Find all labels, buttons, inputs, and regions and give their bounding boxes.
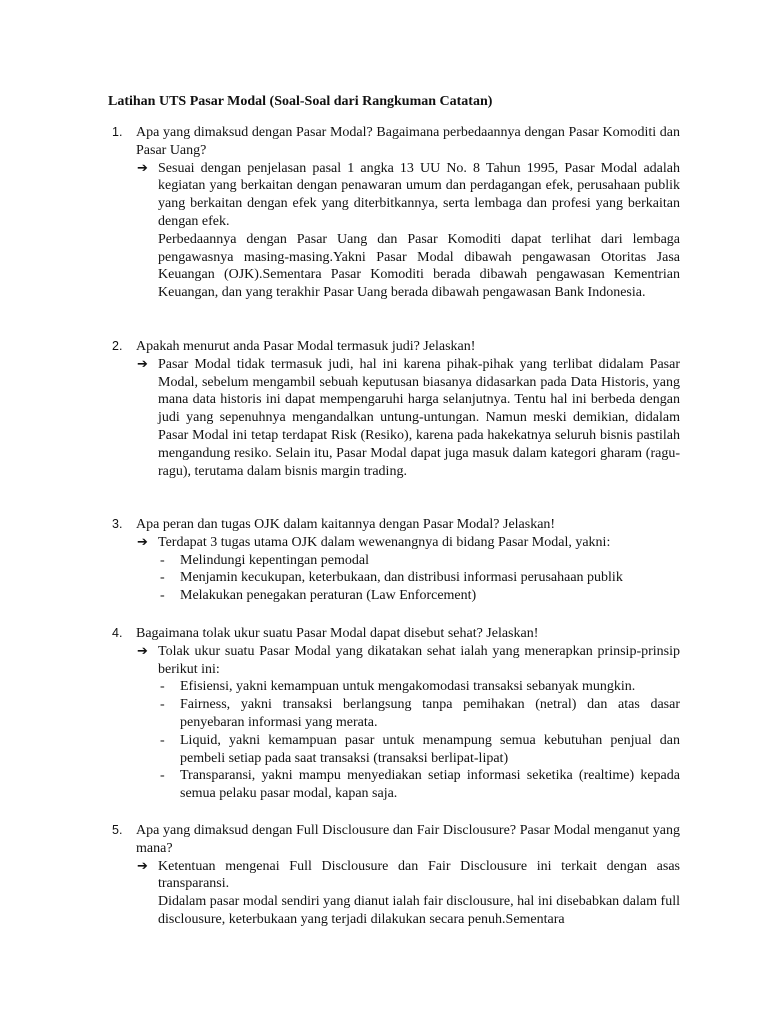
bullet-list xyxy=(158,678,680,803)
dash-marker: - xyxy=(160,679,165,695)
question-5-text-block xyxy=(108,822,680,858)
right-arrow-icon: ➔ xyxy=(137,356,148,372)
right-arrow-icon: ➔ xyxy=(137,534,148,550)
answer-3 xyxy=(108,534,680,605)
bullet-text: Melakukan penegakan peraturan (Law Enforcement) xyxy=(180,588,477,604)
dash-marker: - xyxy=(160,732,165,748)
dash-marker: - xyxy=(160,570,165,586)
bullet-list xyxy=(158,552,680,605)
bullet-item xyxy=(158,678,680,696)
question-text: Apa peran dan tugas OJK dalam kaitannya dengan Pasar Modal? Jelaskan! xyxy=(136,517,556,532)
question-number: 1. xyxy=(112,125,123,139)
question-text: Apakah menurut anda Pasar Modal termasuk judi? Jelaskan! xyxy=(136,339,476,354)
dash-marker: - xyxy=(160,588,165,604)
answer-paragraph: Didalam pasar modal sendiri yang dianut ialah fair disclousure, hal ini disebabkan dalam full disclousure, keterbukaan yang terjadi dilakukan secara penuh.Sementara xyxy=(158,894,680,927)
question-1-text-block xyxy=(108,124,680,160)
answer-4 xyxy=(108,643,680,803)
answer-2 xyxy=(108,356,680,481)
document-title: Latihan UTS Pasar Modal (Soal-Soal dari Rangkuman Catatan) xyxy=(108,94,493,109)
bullet-item xyxy=(158,696,680,732)
answer-paragraph: Ketentuan mengenai Full Disclousure dan Fair Disclousure ini terkait dengan asas transparansi. xyxy=(158,858,680,892)
bullet-text: Liquid, yakni kemampuan pasar untuk menampung semua kebutuhan penjual dan pembeli setiap pada saat transaksi (transaksi berlipat-lipat) xyxy=(180,732,680,766)
question-number: 4. xyxy=(112,626,123,640)
right-arrow-icon: ➔ xyxy=(137,643,148,659)
question-text: Apa yang dimaksud dengan Pasar Modal? Bagaimana perbedaannya dengan Pasar Komoditi dan Pasar Uang? xyxy=(136,125,680,158)
dash-marker: - xyxy=(160,552,165,568)
bullet-item xyxy=(158,732,680,768)
bullet-text: Fairness, yakni transaksi berlangsung tanpa pemihakan (netral) dan atas dasar penyebaran informasi yang merata. xyxy=(180,697,680,730)
answer-paragraph: Perbedaannya dengan Pasar Uang dan Pasar Komoditi dapat terlihat dari lembaga pengawasnya masing-masing.Yakni Pasar Modal dibawah pengawasan Otoritas Jasa Keuangan (OJK).Sementara Pasar Komoditi berada dibawah pengawasan Kementrian Keuangan, dan yang terakhir Pasar Uang berada dibawah pengawasan Bank Indonesia. xyxy=(158,231,680,301)
bullet-text: Menjamin kecukupan, keterbukaan, dan distribusi informasi perusahaan publik xyxy=(180,570,623,586)
bullet-item xyxy=(158,552,680,570)
bullet-item xyxy=(158,767,680,803)
answer-paragraph: Terdapat 3 tugas utama OJK dalam wewenangnya di bidang Pasar Modal, yakni: xyxy=(158,534,611,550)
question-text: Bagaimana tolak ukur suatu Pasar Modal dapat disebut sehat? Jelaskan! xyxy=(136,626,539,641)
question-number: 2. xyxy=(112,339,123,353)
bullet-text: Melindungi kepentingan pemodal xyxy=(180,552,369,568)
bullet-item xyxy=(158,587,680,605)
question-2-text-block xyxy=(108,338,680,356)
answer-paragraph: Sesuai dengan penjelasan pasal 1 angka 13 UU No. 8 Tahun 1995, Pasar Modal adalah kegiatan yang berkaitan dengan penawaran umum dan perdagangan efek, perusahaan publik yang berkaitan dengan efek yang diterbitkannya, serta lembaga dan profesi yang berkaitan dengan efek. xyxy=(158,160,680,229)
question-2 xyxy=(108,338,680,480)
question-4 xyxy=(108,625,680,803)
answer-paragraph: Tolak ukur suatu Pasar Modal yang dikatakan sehat ialah yang menerapkan prinsip-prinsip berikut ini: xyxy=(158,643,680,677)
bullet-text: Transparansi, yakni mampu menyediakan setiap informasi seketika (realtime) kepada semua pelaku pasar modal, kapan saja. xyxy=(180,768,680,802)
bullet-item xyxy=(158,569,680,587)
question-5 xyxy=(108,822,680,929)
question-3-text-block xyxy=(108,516,680,534)
question-4-text-block xyxy=(108,625,680,643)
question-3 xyxy=(108,516,680,605)
right-arrow-icon: ➔ xyxy=(137,858,148,874)
bullet-text: Efisiensi, yakni kemampuan untuk mengakomodasi transaksi sebanyak mungkin. xyxy=(180,679,636,695)
dash-marker: - xyxy=(160,768,165,784)
right-arrow-icon: ➔ xyxy=(137,160,148,176)
answer-1 xyxy=(108,160,680,302)
answer-5 xyxy=(108,858,680,929)
question-number: 5. xyxy=(112,823,123,837)
answer-paragraph: Pasar Modal tidak termasuk judi, hal ini karena pihak-pihak yang terlibat didalam Pasar Modal, sebelum mengambil sebuah keputusan biasanya didasarkan pada Data Historis, yang mana data historis ini dapat mempengaruhi harga selanjutnya. Tentu hal ini berbeda dengan judi yang sepenuhnya mengandalkan untung-untungan. Namun meski demikian, didalam Pasar Modal ini tetap terdapat Risk (Resiko), karena pada hakekatnya seluruh bisnis pastilah mengandung resiko. Selain itu, Pasar Modal dapat juga masuk dalam kategori gharam (ragu-ragu), terutama dalam bisnis margin trading. xyxy=(158,356,680,479)
question-1 xyxy=(108,124,680,302)
question-text: Apa yang dimaksud dengan Full Disclousure dan Fair Disclousure? Pasar Modal menganut yang mana? xyxy=(136,823,680,856)
dash-marker: - xyxy=(160,697,165,713)
question-number: 3. xyxy=(112,517,123,531)
